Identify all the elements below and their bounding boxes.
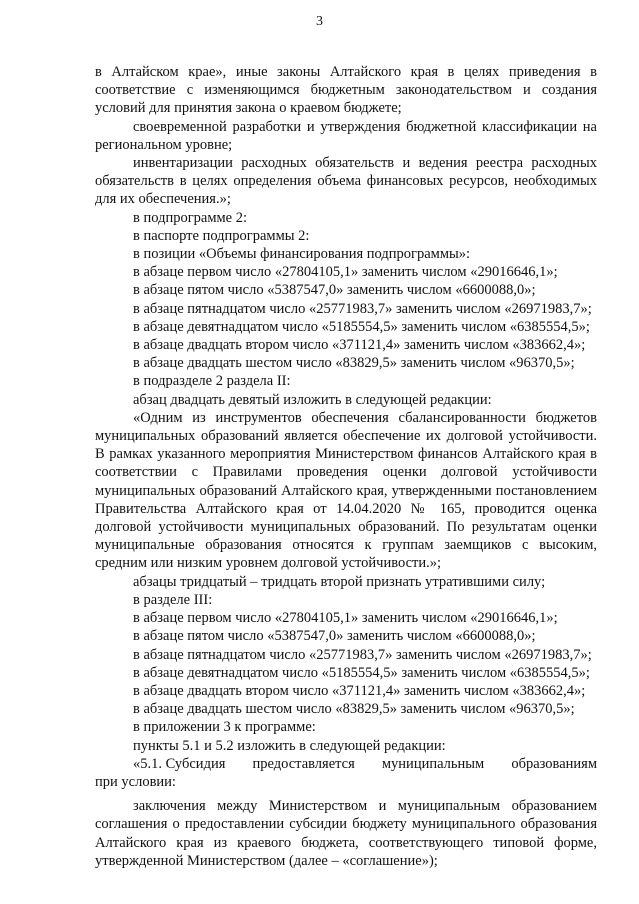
amendment-line: в абзаце первом число «27804105,1» заменить числом «29016646,1»; <box>133 264 558 281</box>
subsidy-word: «5.1. Субсидия <box>133 755 226 772</box>
paragraph: в разделе III: <box>133 591 213 608</box>
amendment-line: в абзаце двадцать шестом число «83829,5» заменить числом «96370,5»; <box>133 701 575 718</box>
page-number: 3 <box>316 14 323 29</box>
subsidy-word: предоставляется <box>252 755 355 772</box>
subsidy-clause-end: при условии: <box>95 773 176 790</box>
paragraph: абзац двадцать девятый изложить в следующей редакции: <box>133 391 492 408</box>
paragraph: в подразделе 2 раздела II: <box>133 373 291 390</box>
paragraph: в приложении 3 к программе: <box>133 719 316 736</box>
paragraph: заключения между Министерством и муниципальным образованием соглашения о предоставлении субсидии бюджету муниципального образования Алтайского края из краевого бюджета, соответствующего типовой форме, утвержденной Министерством (далее – «соглашение»); <box>95 798 597 869</box>
amendment-line: в абзаце двадцать втором число «371121,4» заменить числом «383662,4»; <box>133 682 586 699</box>
amendment-line: в абзаце пятнадцатом число «25771983,7» заменить числом «26971983,7»; <box>133 646 592 663</box>
amendment-line: в абзаце первом число «27804105,1» заменить числом «29016646,1»; <box>133 610 558 627</box>
paragraph: в позиции «Объемы финансирования подпрограммы»: <box>133 246 471 263</box>
paragraph: своевременной разработки и утверждения бюджетной классификации на региональном уровне; <box>95 118 597 153</box>
paragraph: инвентаризации расходных обязательств и ведения реестра расходных обязательств в целях определения объема финансовых ресурсов, необходимых для их обеспечения.»; <box>95 155 597 208</box>
amendment-line: в абзаце пятом число «5387547,0» заменить числом «6600088,0»; <box>133 628 536 645</box>
subsidy-word: муниципальным <box>381 755 485 772</box>
amendment-line: в абзаце двадцать втором число «371121,4» заменить числом «383662,4»; <box>133 337 586 354</box>
amendment-line: в абзаце пятом число «5387547,0» заменить числом «6600088,0»; <box>133 282 536 299</box>
paragraph: в Алтайском крае», иные законы Алтайского края в целях приведения в соответствие с изменяющимся бюджетным законодательством и создания условий для принятия закона о краевом бюджете; <box>95 64 597 117</box>
amendment-line: в абзаце девятнадцатом число «5185554,5» заменить числом «6385554,5»; <box>133 664 590 681</box>
amendment-line: в абзаце двадцать шестом число «83829,5» заменить числом «96370,5»; <box>133 355 575 372</box>
quoted-paragraph: «Одним из инструментов обеспечения сбалансированности бюджетов муниципальных образований является обеспечение их долговой устойчивости. В рамках указанного мероприятия Министерством финансов Алтайского края в соответствии с Правилами проведения оценки долговой устойчивости муниципальных образований Алтайского края, утвержденными постановлением Правительства Алтайского края от 14.04.2020 № 165, проводится оценка долговой устойчивости муниципальных образований. По результатам оценки муниципальные образования относятся к группам заемщиков с высоким, средним или низким уровнем долговой устойчивости.»; <box>95 409 597 572</box>
subsidy-clause-line <box>95 755 597 773</box>
amendment-line: в абзаце пятнадцатом число «25771983,7» заменить числом «26971983,7»; <box>133 300 592 317</box>
document-body <box>95 63 597 870</box>
paragraph: в подпрограмме 2: <box>133 209 248 226</box>
paragraph: в паспорте подпрограммы 2: <box>133 227 310 244</box>
subsidy-word: образованиям <box>511 755 597 772</box>
paragraph: абзацы тридцатый – тридцать второй признать утратившими силу; <box>133 573 546 590</box>
amendment-line: в абзаце девятнадцатом число «5185554,5» заменить числом «6385554,5»; <box>133 318 590 335</box>
paragraph: пункты 5.1 и 5.2 изложить в следующей редакции: <box>133 737 446 754</box>
